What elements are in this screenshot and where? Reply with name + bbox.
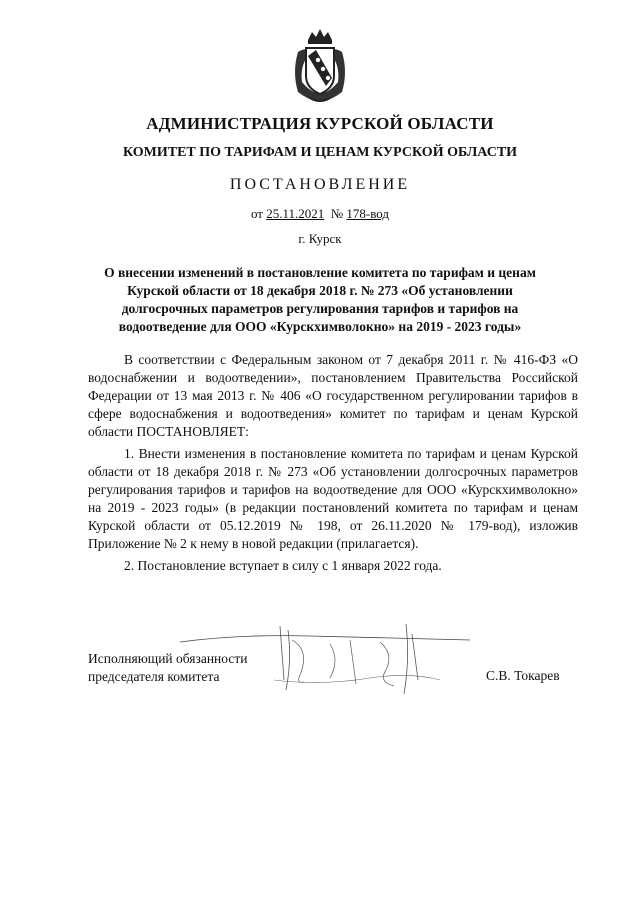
org-sub-title: КОМИТЕТ ПО ТАРИФАМ И ЦЕНАМ КУРСКОЙ ОБЛАСТИ bbox=[122, 145, 518, 160]
position-line-2: председателя комитета bbox=[88, 669, 220, 684]
document-type: ПОСТАНОВЛЕНИЕ bbox=[229, 176, 411, 193]
position-line-1: Исполняющий обязанности bbox=[88, 651, 248, 666]
date-prefix: от bbox=[250, 206, 263, 221]
document-date: 25.11.2021 bbox=[266, 206, 325, 221]
document-body bbox=[88, 351, 578, 575]
signatory-name: С.В. Токарев bbox=[486, 668, 560, 683]
number-prefix: № bbox=[330, 206, 344, 221]
preamble-paragraph: В соответствии с Федеральным законом от 7 декабря 2011 г. № 416-ФЗ «О водоснабжении и водоотведении», постановлением Правительства Российской Федерации от 13 мая 2013 г. № 406 «О государственном регулировании тарифов в сфере водоснабжения и водоотведения» комитет по тарифам и ценам Курской области ПОСТАНОВЛЯЕТ: bbox=[88, 352, 578, 439]
signatory-position bbox=[88, 650, 247, 686]
document-date-number bbox=[0, 206, 640, 222]
document-title: О внесении изменений в постановление комитета по тарифам и ценам Курской области от 18 декабря 2018 г. № 273 «Об установлении долгосрочных параметров регулирования тарифов и тарифов на водоотведение для ООО «Курскхимволокно» на 2019 - 2023 годы» bbox=[104, 265, 536, 334]
item-1-paragraph: 1. Внести изменения в постановление комитета по тарифам и ценам Курской области от 18 декабря 2018 г. № 273 «Об установлении долгосрочных параметров регулирования тарифов и тарифов на водоотведение для ООО «Курскхимволокно» на 2019 - 2023 годы» (в редакции постановлений комитета по тарифам и ценам Курской области от 05.12.2019 № 198, от 26.11.2020 № 179-вод), изложив Приложение № 2 к нему в новой редакции (прилагается). bbox=[88, 446, 578, 551]
document-number: 178-вод bbox=[346, 206, 390, 221]
city: г. Курск bbox=[298, 231, 342, 246]
kursk-coat-of-arms-icon bbox=[288, 26, 352, 106]
org-main-title: АДМИНИСТРАЦИЯ КУРСКОЙ ОБЛАСТИ bbox=[146, 114, 494, 133]
item-2-paragraph: 2. Постановление вступает в силу с 1 января 2022 года. bbox=[124, 558, 442, 573]
